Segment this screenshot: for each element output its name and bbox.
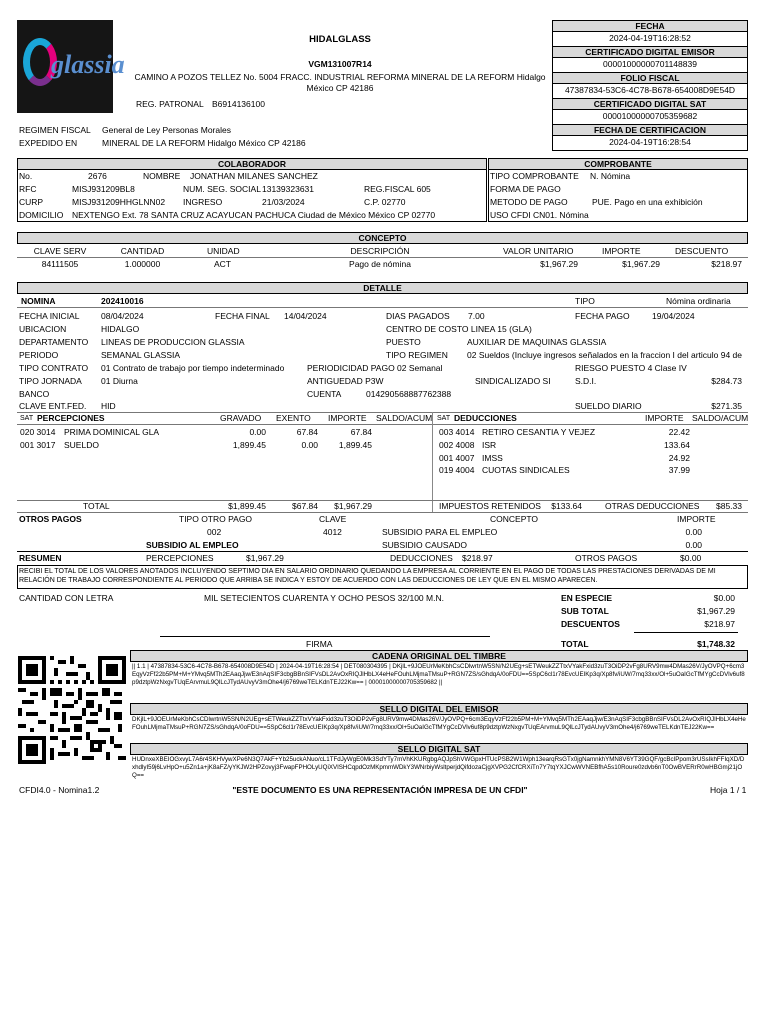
sindicalizado: SINDICALIZADO SI [475, 376, 551, 386]
resumen-ded-value: $218.97 [462, 553, 493, 563]
dias-value: 7.00 [468, 311, 485, 321]
subsidio-causado-label: SUBSIDIO CAUSADO [382, 540, 468, 550]
ded-row-3-concepto: IMSS [482, 453, 503, 463]
cadena-text: || 1.1 | 47387834-53C6-4C78-B678-654008D9E54D | 2024-04-19T16:28:54 | DET080304395 | DKjlL+9JOEUrMeKbhCsCDlwrtnW5SN/N2UEg+sETWeukZZTtxVYakFxid3zuT3OiDP2vFg8URV9mw4DMas26V/JyOVPQ+6cm3EqyVzFf22b5PM+M+YMvq5MTh2EAaqJjw/E3nAqSIF3cbgBBnSIFVsDL2AvOxRIQJlHbLX4eHeFOuhLMjmaTMsuP+RGN7ZS/sGhdqA/0oFDU==5SpC6cl1r78EvcUEIKp3q/Xp8fv/iUW/7mq33xx/Ol+5uOaIGcTfMYgCcDVlv6uf8p9dztpWzNxgvTUqEArvmuL9QlLcJTydAUvyV3mOhe4/j6769weTELKdnTEJ22Kw== | 00001000000705359682 || [132, 663, 745, 686]
ingreso-label: INGRESO [183, 197, 223, 207]
expedido-label: EXPEDIDO EN [19, 138, 78, 148]
company-rfc: VGM131007R14 [308, 59, 372, 69]
ded-row-1-importe: 22.42 [668, 427, 690, 437]
expedido-value: MINERAL DE LA REFORM Hidalgo México CP 42186 [102, 138, 306, 148]
perc-header-gravado: GRAVADO [220, 413, 262, 423]
cert-emisor-label: CERTIFICADO DIGITAL EMISOR [552, 46, 748, 58]
ded-sat-label: SAT [437, 415, 451, 422]
no-label: No. [19, 171, 33, 181]
perc-row-1-importe: 67.84 [350, 427, 372, 437]
resumen-top-line [17, 551, 748, 552]
sello-sat-title: SELLO DIGITAL SAT [130, 743, 748, 755]
company-address-2: México CP 42186 [306, 83, 374, 93]
ubicacion-label: UBICACION [19, 324, 67, 334]
ded-row-2-concepto: ISR [482, 440, 497, 450]
perc-header-saldo: SALDO/ACUM [376, 413, 433, 423]
departamento-label: DEPARTAMENTO [19, 337, 89, 347]
concepto-title: CONCEPTO [17, 232, 748, 244]
fecha-pago-value: 19/04/2024 [652, 311, 695, 321]
nombre-label: NOMBRE [143, 171, 181, 181]
curp-value: MISJ931209HHGLNN02 [72, 197, 166, 207]
antiguedad: ANTIGUEDAD P3W [307, 376, 384, 386]
sueldo-diario-value: $271.35 [711, 401, 742, 411]
cert-emisor-value: 00001000000701148839 [603, 59, 697, 69]
perc-row-2-gravado: 1,899.45 [232, 440, 266, 450]
perc-header-exento: EXENTO [276, 413, 311, 423]
cert-sat-label: CERTIFICADO DIGITAL SAT [552, 98, 748, 110]
puesto-label: PUESTO [386, 337, 421, 347]
footer-page: Hoja 1 / 1 [710, 785, 747, 795]
ded-row-1-concepto: RETIRO CESANTIA Y VEJEZ [482, 427, 596, 437]
ingreso-value: 21/03/2024 [262, 197, 305, 207]
footer-legend: "ESTE DOCUMENTO ES UNA REPRESENTACIÓN IMPRESA DE UN CFDI" [232, 785, 528, 795]
perc-total-label: TOTAL [83, 501, 110, 511]
concepto-header-descripcion: DESCRIPCIÓN [350, 246, 410, 256]
riesgo-puesto: RIESGO PUESTO 4 Clase IV [575, 363, 687, 373]
clave-ent-label: CLAVE ENT.FED. [19, 401, 87, 411]
perc-row-2-exento: 0.00 [301, 440, 318, 450]
perc-row-2-importe: 1,899.45 [338, 440, 372, 450]
cantidad-letra-label: CANTIDAD CON LETRA [19, 593, 114, 603]
otros-concepto-value: SUBSIDIO PARA EL EMPLEO [382, 527, 498, 537]
company-address-1: CAMINO A POZOS TELLEZ No. 5004 FRACC. INDUSTRIAL REFORMA MINERAL DE LA REFORM Hidalgo [134, 72, 546, 82]
concepto-divider [17, 257, 748, 258]
nombre-value: JONATHAN MILANES SANCHEZ [190, 171, 318, 181]
perc-total-importe: $1,967.29 [334, 501, 372, 511]
resumen-perc-label: PERCEPCIONES [146, 553, 214, 563]
nss-value: 13139323631 [262, 184, 315, 194]
company-logo [17, 20, 125, 113]
ded-row-3-importe: 24.92 [668, 453, 690, 463]
otros-importe-value: 0.00 [685, 527, 702, 537]
centro-costo: CENTRO DE COSTO LINEA 15 (GLA) [386, 324, 532, 334]
metodo-pago-value: PUE. Pago en una exhibición [592, 197, 703, 207]
descuentos-value: $218.97 [704, 619, 735, 629]
colaborador-title: COLABORADOR [17, 158, 487, 170]
fecha-final-value: 14/04/2024 [284, 311, 327, 321]
ded-row-3-clave: 001 4007 [439, 453, 475, 463]
tipo-nomina-value: Nómina ordinaria [666, 296, 731, 306]
ded-row-4-importe: 37.99 [668, 465, 690, 475]
metodo-pago-label: METODO DE PAGO [490, 197, 568, 207]
clave-ent-value: HID [101, 401, 116, 411]
ded-header-importe: IMPORTE [645, 413, 684, 423]
subsidio-causado-value: 0.00 [685, 540, 702, 550]
tipo-jornada-value: 01 Diurna [101, 376, 138, 386]
concepto-unidad: ACT [214, 259, 231, 269]
otros-tipo-value: 002 [207, 527, 222, 537]
resumen-title: RESUMEN [19, 553, 62, 563]
otros-importe-label: IMPORTE [677, 514, 716, 524]
firma-line [160, 636, 490, 637]
periodo-value: SEMANAL GLASSIA [101, 350, 181, 360]
fecha-inicial-value: 08/04/2024 [101, 311, 144, 321]
folio-value: 47387834-53C6-4C78-B678-654008D9E54D [564, 85, 736, 95]
cantidad-letra-value: MIL SETECIENTOS CUARENTA Y OCHO PESOS 32/100 M.N. [204, 593, 444, 603]
ded-row-4-concepto: CUOTAS SINDICALES [482, 465, 570, 475]
sello-sat-text: HUDnxeXBEIOGxvyL7A6r4SKHVywXPe6N3Q7AkF+Yb25uckANuo/cL1TFdJyWgE0Mk3SdYTy7mVhKKURgbgAQJpShVWGpxHTUcPSB2W1Wph13earqRsGTx0jgNamnkhYMN8V6YT39GQF/gcBcIPpom3rUSsIkhFFIqXD/DxhdlyI59j6LvHpO+u5Zn1a+jK8aFZ/yYKJW2HPZovyj3FwapFPHOLyUQiXVISHCqpdOzMKpmmWDkY3WNrbiyWsltperjdQifdozaCjgXVPG2CfCRXiTn7Y7tqYXJCwWVNEBfhA5s10Roure0zdvb6nT0OwBVERrR0wHBGmj21jOQ== [132, 756, 745, 779]
otras-deducciones-value: $85.33 [716, 501, 742, 511]
concepto-clave: 84111505 [41, 259, 79, 269]
perc-header-importe: IMPORTE [328, 413, 367, 423]
tipo-contrato-value: 01 Contrato de trabajo por tiempo indeterminado [101, 363, 285, 373]
otros-clave-value: 4012 [323, 527, 342, 537]
otros-concepto-label: CONCEPTO [490, 514, 539, 524]
banco-label: BANCO [19, 389, 50, 399]
regimen-value: General de Ley Personas Morales [102, 125, 231, 135]
folio-label: FOLIO FISCAL [552, 72, 748, 84]
subsidio-empleo-label: SUBSIDIO AL EMPLEO [146, 540, 239, 550]
concepto-descuento: $218.97 [711, 259, 742, 269]
resumen-perc-value: $1,967.29 [246, 553, 284, 563]
fecha-value: 2024-04-19T16:28:52 [609, 33, 691, 43]
total-label: TOTAL [561, 639, 589, 649]
logo-text: glassia [51, 50, 125, 79]
total-value: $1,748.32 [697, 639, 735, 649]
no-value: 2676 [88, 171, 107, 181]
ded-row-1-clave: 003 4014 [439, 427, 475, 437]
forma-pago-label: FORMA DE PAGO [490, 184, 561, 194]
departamento-value: LINEAS DE PRODUCCION GLASSIA [101, 337, 245, 347]
concepto-header-unidad: UNIDAD [207, 246, 240, 256]
ded-row-2-clave: 002 4008 [439, 440, 475, 450]
cadena-title: CADENA ORIGINAL DEL TIMBRE [130, 650, 748, 662]
perc-header-line [17, 424, 748, 425]
fecha-cert-value: 2024-04-19T16:28:54 [609, 137, 691, 147]
periodo-label: PERIODO [19, 350, 59, 360]
ded-row-4-clave: 019 4004 [439, 465, 475, 475]
regfiscal-value: REG.FISCAL 605 [364, 184, 431, 194]
imp-retenidos-label: IMPUESTOS RETENIDOS [439, 501, 541, 511]
legal-text: RECIBI EL TOTAL DE LOS VALORES ANOTADOS INCLUYENDO SEPTIMO DIA EN SALARIO ORDINARIO QUEDANDO LA EMPRESA AL CORRIENTE EN EL PAGO DE TODAS LAS PRESTACIONES DERIVADAS DE MI RELACIÓN DE TRABAJO CORRESPONDIENTE AL PERIODO QUE ARRIBA SE INDICA Y ESTOY DE ACUERDO CON LAS DEDUCCIONES DE LEY QUE EN EL MISMO APARECEN. [19, 568, 716, 584]
perc-title: PERCEPCIONES [37, 413, 105, 423]
fecha-pago-label: FECHA PAGO [575, 311, 630, 321]
resumen-ded-label: DEDUCCIONES [390, 553, 453, 563]
fecha-inicial-label: FECHA INICIAL [19, 311, 80, 321]
fecha-cert-label: FECHA DE CERTIFICACION [552, 124, 748, 136]
resumen-otros-value: $0.00 [680, 553, 702, 563]
subtotal-label: SUB TOTAL [561, 606, 609, 616]
perc-row-2-clave: 001 3017 [20, 440, 56, 450]
perc-total-exento: $67.84 [292, 501, 318, 511]
periodicidad: PERIODICIDAD PAGO 02 Semanal [307, 363, 443, 373]
concepto-cantidad: 1.000000 [124, 259, 161, 269]
uso-cfdi: USO CFDI CN01. Nómina [490, 210, 589, 220]
perc-row-1-concepto: PRIMA DOMINICAL GLA [64, 427, 160, 437]
cp-value: C.P. 02770 [364, 197, 406, 207]
concepto-descripcion: Pago de nómina [349, 259, 411, 269]
perc-row-1-clave: 020 3014 [20, 427, 56, 437]
rfc-label: RFC [19, 184, 37, 194]
descuentos-label: DESCUENTOS [561, 619, 620, 629]
concepto-header-importe: IMPORTE [602, 246, 641, 256]
cuenta-value: 014290568887762388 [366, 389, 452, 399]
especie-label: EN ESPECIE [561, 593, 613, 603]
cuenta-label: CUENTA [307, 389, 342, 399]
totals-divider [634, 632, 738, 633]
fecha-final-label: FECHA FINAL [215, 311, 270, 321]
dias-label: DIAS PAGADOS [386, 311, 450, 321]
concepto-valor: $1,967.29 [540, 259, 578, 269]
tipo-jornada-label: TIPO JORNADA [19, 376, 82, 386]
subtotal-value: $1,967.29 [697, 606, 735, 616]
company-name: HIDALGLASS [309, 34, 371, 45]
concepto-header-cantidad: CANTIDAD [120, 246, 165, 256]
sueldo-diario-label: SUELDO DIARIO [575, 401, 642, 411]
reg-patronal-label: REG. PATRONAL [136, 99, 204, 109]
nss-label: NUM. SEG. SOCIAL [183, 184, 261, 194]
otros-clave-label: CLAVE [319, 514, 347, 524]
concepto-header-descuento: DESCUENTO [675, 246, 729, 256]
detalle-divider [17, 307, 748, 308]
puesto-value: AUXILIAR DE MAQUINAS GLASSIA [467, 337, 607, 347]
cert-sat-value: 00001000000705359682 [602, 111, 698, 121]
domicilio-value: NEXTENGO Ext. 78 SANTA CRUZ ACAYUCAN PACHUCA Ciudad de México México CP 02770 [72, 210, 436, 220]
firma-label: FIRMA [306, 639, 333, 649]
otros-pagos-title: OTROS PAGOS [19, 514, 82, 524]
rfc-value: MISJ931209BL8 [72, 184, 135, 194]
ded-title: DEDUCCIONES [454, 413, 517, 423]
tipo-regimen-label: TIPO REGIMEN [386, 350, 448, 360]
perc-row-2-concepto: SUELDO [64, 440, 99, 450]
fecha-label: FECHA [552, 20, 748, 32]
tipo-comprobante-label: TIPO COMPROBANTE [490, 171, 579, 181]
ubicacion-value: HIDALGO [101, 324, 140, 334]
regimen-label: REGIMEN FISCAL [19, 125, 91, 135]
perc-sat-label: SAT [20, 415, 34, 422]
concepto-importe: $1,967.29 [622, 259, 660, 269]
sdi-value: $284.73 [711, 376, 742, 386]
qr-code [18, 656, 126, 764]
perc-row-1-gravado: 0.00 [249, 427, 266, 437]
domicilio-label: DOMICILIO [19, 210, 64, 220]
curp-label: CURP [19, 197, 44, 207]
tipo-regimen-value: 02 Sueldos (Incluye ingresos señalados en la fraccion I del articulo 94 de [467, 350, 743, 360]
perc-ded-divider [432, 412, 433, 512]
concepto-header-valor: VALOR UNITARIO [503, 246, 574, 256]
nomina-value: 202410016 [101, 296, 144, 306]
sdi-label: S.D.I. [575, 376, 597, 386]
otros-pagos-line [17, 512, 748, 513]
comprobante-title: COMPROBANTE [488, 158, 748, 170]
nomina-label: NOMINA [21, 296, 56, 306]
tipo-nomina-label: TIPO [575, 296, 595, 306]
resumen-otros-label: OTROS PAGOS [575, 553, 638, 563]
concepto-header-clave: CLAVE SERV [33, 246, 87, 256]
tipo-contrato-label: TIPO CONTRATO [19, 363, 89, 373]
otras-deducciones-label: OTRAS DEDUCCIONES [605, 501, 700, 511]
reg-patronal: B6914136100 [212, 99, 265, 109]
perc-total-gravado: $1,899.45 [228, 501, 266, 511]
footer-version: CFDI4.0 - Nomina1.2 [19, 785, 100, 795]
detalle-title: DETALLE [17, 282, 748, 294]
ded-row-2-importe: 133.64 [664, 440, 690, 450]
otros-tipo-label: TIPO OTRO PAGO [179, 514, 253, 524]
especie-value: $0.00 [713, 593, 735, 603]
sello-emisor-title: SELLO DIGITAL DEL EMISOR [130, 703, 748, 715]
sello-emisor-text: DKjlL+9JOEUrMeKbhCsCDlwrtnW5SN/N2UEg+sETWeukZZTtxVYakFxid3zuT3OiDP2vFg8URV9mw4DMas26V/JyOVPQ+6cm3EqyVzFf22b5PM+M+YMvq5MTh2EAaqJjw/E3nAqSIF3cbgBBnSIFVsDL2AvOxRIQJlHbLX4eHeFOuhLMjmaTMsuP+RGN7ZS/sGhdqA/0oFDU==5SpC6cl1r78EvcUEIKp3q/Xp8fv/iUW/7mq33xx/Ol+5uOaIGcTfMYgCcDVlv6uf8p9dztpWzNxgvTUqEArvmuL9QlLcJTydAUvyV3mOhe4/j6769weTELKdnTEJ22Kw== [132, 716, 746, 731]
perc-row-1-exento: 67.84 [296, 427, 318, 437]
imp-retenidos-value: $133.64 [551, 501, 582, 511]
tipo-comprobante-value: N. Nómina [590, 171, 631, 181]
ded-header-saldo: SALDO/ACUM [692, 413, 749, 423]
